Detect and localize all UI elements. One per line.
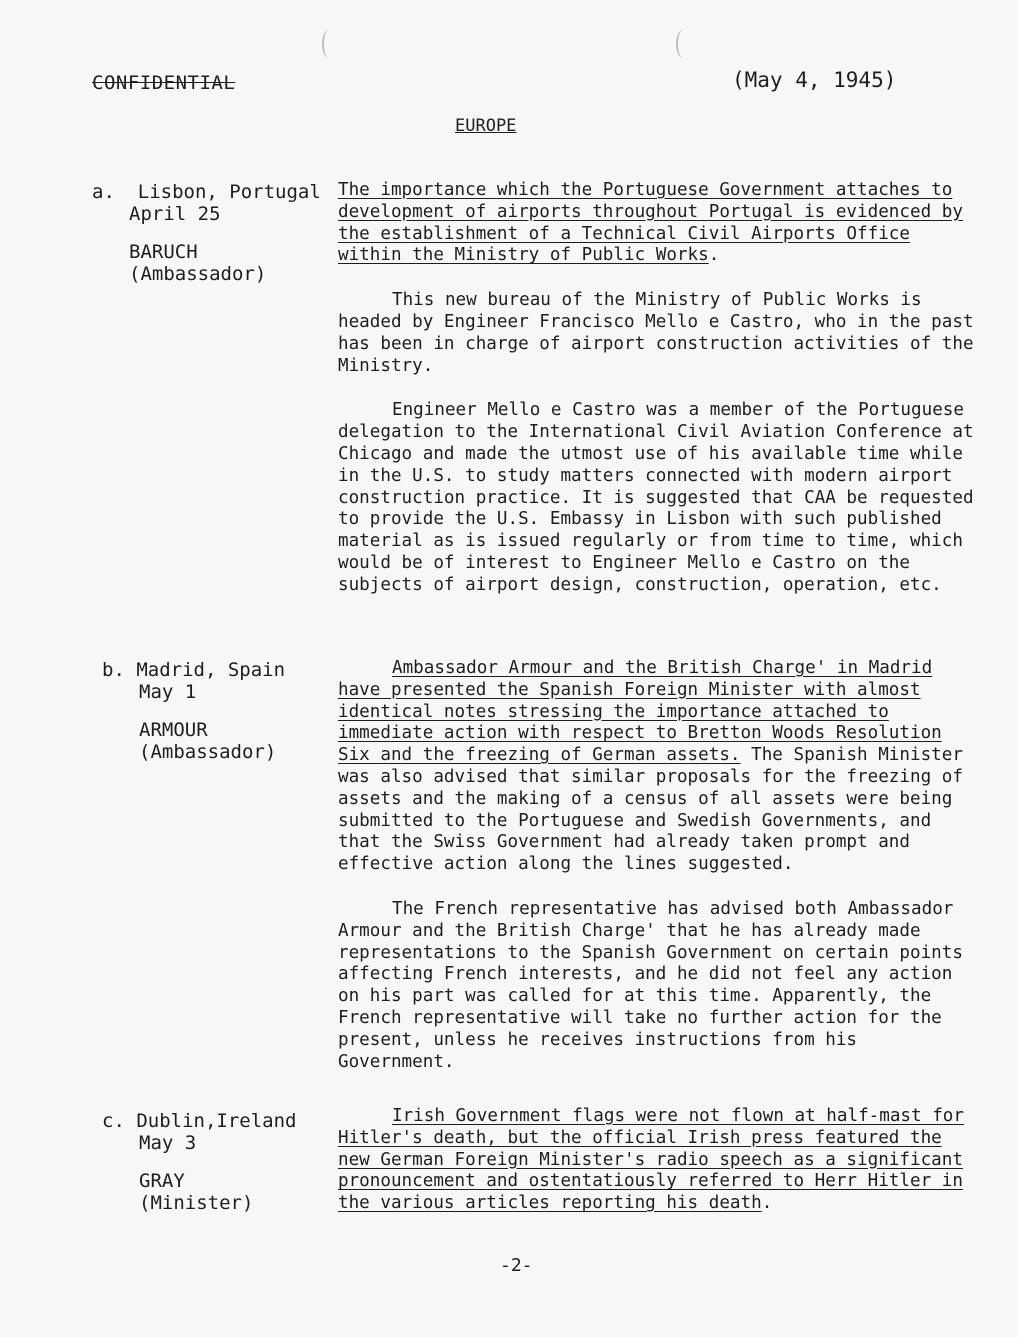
- entry-sender: GRAY: [139, 1170, 185, 1192]
- entry-date: April 25: [129, 203, 221, 225]
- entry-date: May 1: [139, 681, 197, 703]
- entry-date: May 3: [139, 1132, 197, 1154]
- entry-summary: The importance which the Portuguese Government attaches to development of airports throughout Portugal is evidenced by the establishment of a Technical Civil Airports Office within the Ministry of Public Works.: [338, 180, 963, 266]
- section-title: EUROPE: [455, 116, 517, 136]
- classification-marking: CONFIDENTIAL: [92, 72, 236, 94]
- punch-hole-mark: [676, 30, 690, 58]
- entry-summary: Irish Government flags were not flown at half-mast for Hitler's death, but the official Irish press featured the new German Foreign Minister's radio speech as a significant pronouncement and ostentatiously referred to Herr Hitler in the various articles reporting his death.: [338, 1106, 964, 1214]
- entry-place: Madrid, Spain: [136, 659, 286, 681]
- entry-paragraph: Engineer Mello e Castro was a member of the Portuguese delegation to the International Civil Aviation Conference at Chicago and made the utmost use of his available time while in the U.S. to study matters connected with modern airport construction practice. It is suggested that CAA be requested to provide the U.S. Embassy in Lisbon with such published material as is issued regularly or from time to time, which would be of interest to Engineer Mello e Castro on the subjects of airport design, construction, operation, etc.: [338, 400, 974, 595]
- document-date: (May 4, 1945): [732, 68, 897, 92]
- entry-sender: ARMOUR: [139, 719, 208, 741]
- entry-a-meta: [92, 181, 321, 285]
- punch-hole-mark: [322, 30, 336, 58]
- entry-paragraph: This new bureau of the Ministry of Public Works is headed by Engineer Francisco Mello e Castro, who in the past has been in charge of airport construction activities of the Ministry.: [338, 290, 974, 376]
- entry-letter: c.: [102, 1110, 125, 1132]
- entry-sender-title: (Ambassador): [129, 263, 267, 285]
- entry-c-body: [338, 1106, 978, 1238]
- entry-paragraph: The French representative has advised both Ambassador Armour and the British Charge' that he has already made representations to the Spanish Government on certain points affecting French interests, and he did not feel any action on his part was called for at this time. Apparently, the French representative will take no further action for the present, unless he receives instructions from his Government.: [338, 898, 963, 1072]
- entry-b-body: [338, 658, 978, 1096]
- entry-letter: b.: [102, 659, 125, 681]
- entry-sender: BARUCH: [129, 241, 198, 263]
- entry-b-meta: [102, 659, 285, 763]
- entry-letter: a.: [92, 181, 115, 203]
- entry-sender-title: (Ambassador): [139, 741, 277, 763]
- entry-sender-title: (Minister): [139, 1192, 254, 1214]
- entry-place: Lisbon, Portugal: [137, 181, 321, 203]
- entry-place: Dublin,Ireland: [136, 1110, 297, 1132]
- page-number: -2-: [500, 1255, 533, 1276]
- entry-c-meta: [102, 1110, 297, 1214]
- entry-summary: Ambassador Armour and the British Charge' in Madrid have presented the Spanish Foreign Minister with almost identical notes stressing the importance attached to immediate action with respect to Bretton Woods Resolution Six and the freezing of German assets. The Spanish Minister was also advised that similar proposals for the freezing of assets and the making of a census of all assets were being submitted to the Portuguese and Swedish Governments, and that the Swiss Government had already taken prompt and effective action along the lines suggested.: [338, 658, 963, 875]
- entry-a-body: [338, 180, 978, 620]
